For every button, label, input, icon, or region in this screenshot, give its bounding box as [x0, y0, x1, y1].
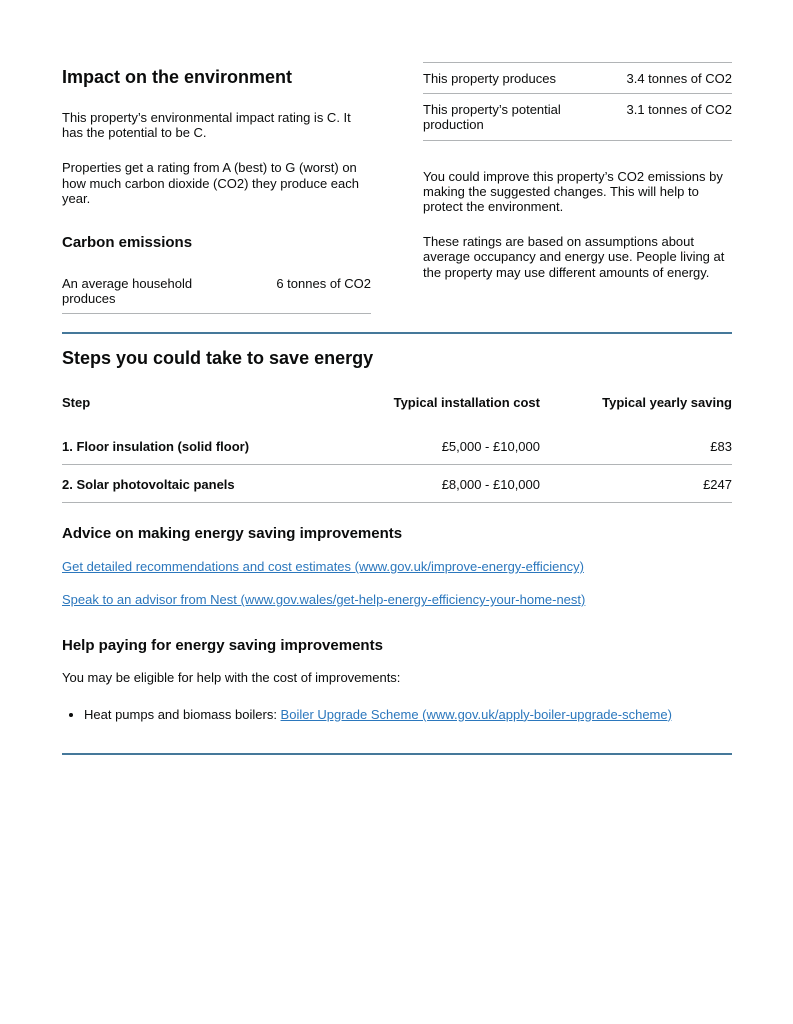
improve-emissions-paragraph: You could improve this property’s CO2 emissions by making the suggested changes. This will help to protect the environment.	[423, 168, 723, 215]
carbon-row-value: 3.4 tonnes of CO2	[602, 63, 732, 94]
carbon-row-value: 3.1 tonnes of CO2	[602, 94, 732, 140]
step-saving: £247	[540, 464, 732, 502]
table-row	[62, 427, 732, 465]
step-saving: £83	[540, 427, 732, 465]
help-schemes-list	[62, 707, 732, 722]
steps-table	[62, 395, 732, 503]
column-header-yearly-saving: Typical yearly saving	[602, 395, 732, 411]
carbon-row-value: 6 tonnes of CO2	[241, 268, 371, 314]
table-row	[62, 464, 732, 502]
step-name: 1. Floor insulation (solid floor)	[62, 427, 382, 465]
carbon-emissions-table-right	[423, 62, 732, 141]
section-divider	[62, 332, 732, 334]
boiler-upgrade-scheme-link[interactable]: Boiler Upgrade Scheme (www.gov.uk/apply-boiler-upgrade-scheme)	[280, 706, 672, 722]
ratings-assumptions-paragraph: These ratings are based on assumptions about average occupancy and energy use. People living at the property may use different amounts of energy.	[423, 234, 725, 280]
carbon-emissions-title: Carbon emissions	[62, 234, 193, 252]
step-cost: £5,000 - £10,000	[382, 427, 540, 465]
carbon-row-label: This property’s potential production	[423, 94, 602, 140]
step-name: 2. Solar photovoltaic panels	[62, 464, 382, 502]
list-item	[84, 707, 732, 722]
steps-table-header-row	[62, 395, 732, 426]
environment-section-title: Impact on the environment	[62, 67, 293, 87]
environment-left-column	[62, 62, 371, 314]
nest-advisor-link[interactable]: Speak to an advisor from Nest (www.gov.wales/get-help-energy-efficiency-your-home-nest)	[62, 592, 586, 608]
epc-document-page	[62, 0, 732, 755]
recommendations-link[interactable]: Get detailed recommendations and cost estimates (www.gov.uk/improve-energy-efficiency)	[62, 559, 584, 575]
carbon-row-label: This property produces	[423, 63, 602, 94]
column-header-installation-cost: Typical installation cost	[393, 395, 540, 411]
table-row	[423, 63, 732, 94]
help-section-title: Help paying for energy saving improvements	[62, 637, 383, 655]
advice-section-title: Advice on making energy saving improvements	[62, 525, 403, 543]
section-divider	[62, 753, 732, 755]
environment-right-column	[423, 62, 732, 300]
environment-section	[62, 62, 732, 314]
carbon-emissions-table-left	[62, 268, 371, 314]
environment-rating-paragraph: This property’s environmental impact rating is C. It has the potential to be C.	[62, 110, 351, 141]
column-header-step: Step	[62, 395, 91, 411]
bullet-prefix-text: Heat pumps and biomass boilers:	[84, 706, 281, 722]
steps-section-title: Steps you could take to save energy	[62, 348, 374, 369]
carbon-row-label: An average household produces	[62, 268, 241, 314]
environment-rating-scale-paragraph: Properties get a rating from A (best) to G (worst) on how much carbon dioxide (CO2) they produce each year.	[62, 160, 359, 206]
help-intro-text: You may be eligible for help with the cost of improvements:	[62, 670, 401, 686]
table-row	[62, 268, 371, 314]
table-row	[423, 94, 732, 140]
step-cost: £8,000 - £10,000	[382, 464, 540, 502]
